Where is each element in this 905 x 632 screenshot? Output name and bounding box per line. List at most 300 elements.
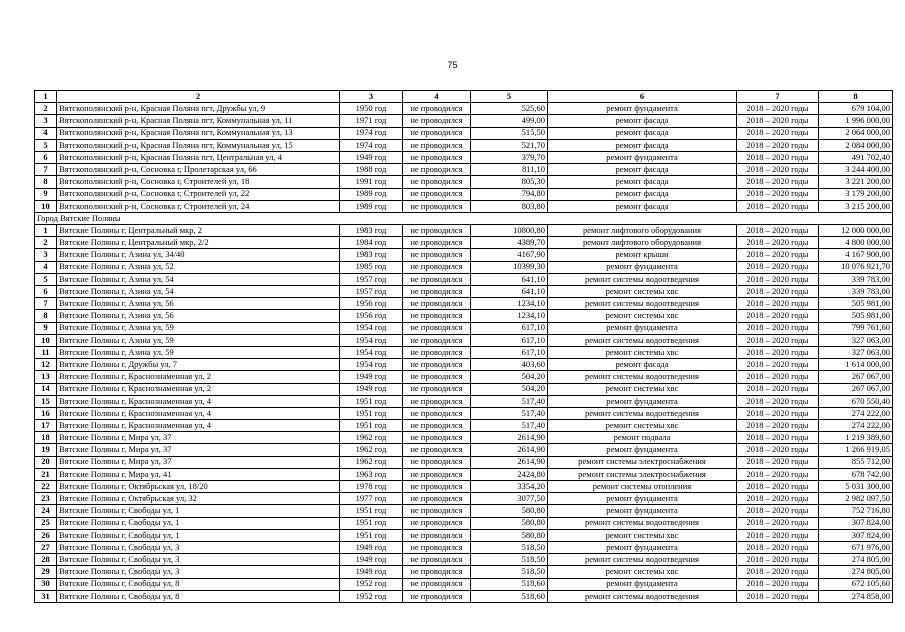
address-cell: Вятскополянский р-н, Сосновка г, Пролетарская ул, 66 (57, 164, 340, 176)
address-cell: Вятскополянский р-н, Сосновка г, Строителей ул, 18 (57, 176, 340, 188)
cost-cell: 3 221 200,00 (819, 176, 893, 188)
cost-cell: 1 266 919,05 (819, 444, 893, 456)
area-cell: 4167,90 (471, 249, 548, 261)
table-row (35, 261, 893, 273)
address-cell: Вятские Поляны г, Свободы ул, 1 (57, 517, 340, 529)
last-repair-cell: не проводился (403, 541, 471, 553)
last-repair-cell: не проводился (403, 468, 471, 480)
area-cell: 10399,30 (471, 261, 548, 273)
table-row (35, 541, 893, 553)
year-built-cell: 1963 год (340, 468, 403, 480)
area-cell: 504,20 (471, 371, 548, 383)
area-cell: 2614,90 (471, 456, 548, 468)
table-row (35, 310, 893, 322)
work-type-cell: ремонт фасада (548, 188, 737, 200)
address-cell: Вятские Поляны г, Свободы ул, 3 (57, 566, 340, 578)
work-type-cell: ремонт системы водоотведения (548, 273, 737, 285)
year-built-cell: 1977 год (340, 493, 403, 505)
page-number: 75 (447, 60, 458, 70)
area-cell: 518,50 (471, 566, 548, 578)
cost-cell: 327 063,00 (819, 346, 893, 358)
table-row (35, 359, 893, 371)
year-built-cell: 1951 год (340, 529, 403, 541)
area-cell: 617,10 (471, 346, 548, 358)
row-number-cell: 2 (35, 237, 57, 249)
last-repair-cell: не проводился (403, 286, 471, 298)
address-cell: Вятские Поляны г, Свободы ул, 1 (57, 529, 340, 541)
cost-cell: 678 742,00 (819, 468, 893, 480)
table-row (35, 407, 893, 419)
period-cell: 2018 – 2020 годы (737, 481, 819, 493)
cost-cell: 274 805,00 (819, 566, 893, 578)
area-cell: 803,80 (471, 200, 548, 212)
area-cell: 794,80 (471, 188, 548, 200)
last-repair-cell: не проводился (403, 517, 471, 529)
row-number-cell: 14 (35, 383, 57, 395)
group-title: Город Вятские Поляны (35, 212, 893, 224)
area-cell: 2614,90 (471, 432, 548, 444)
table-row (35, 103, 893, 115)
table-row (35, 554, 893, 566)
row-number-cell: 21 (35, 468, 57, 480)
area-cell: 2614,90 (471, 444, 548, 456)
year-built-cell: 1978 год (340, 481, 403, 493)
address-cell: Вятскополянский р-н, Красная Поляна пгт, Центральная ул, 4 (57, 151, 340, 163)
work-type-cell: ремонт фундамента (548, 541, 737, 553)
table-row (35, 139, 893, 151)
year-built-cell: 1956 год (340, 298, 403, 310)
year-built-cell: 1952 год (340, 578, 403, 590)
row-number-cell: 9 (35, 188, 57, 200)
cost-cell: 4 800 000,00 (819, 237, 893, 249)
area-cell: 805,30 (471, 176, 548, 188)
row-number-cell: 15 (35, 395, 57, 407)
work-type-cell: ремонт фундамента (548, 493, 737, 505)
address-cell: Вятские Поляны г, Мира ул, 41 (57, 468, 340, 480)
period-cell: 2018 – 2020 годы (737, 322, 819, 334)
period-cell: 2018 – 2020 годы (737, 444, 819, 456)
last-repair-cell: не проводился (403, 578, 471, 590)
area-cell: 617,10 (471, 322, 548, 334)
last-repair-cell: не проводился (403, 481, 471, 493)
row-number-cell: 6 (35, 286, 57, 298)
year-built-cell: 1949 год (340, 371, 403, 383)
cost-cell: 799 761,60 (819, 322, 893, 334)
cost-cell: 3 244 400,00 (819, 164, 893, 176)
cost-cell: 274 222,00 (819, 420, 893, 432)
work-type-cell: ремонт системы хвс (548, 310, 737, 322)
year-built-cell: 1951 год (340, 407, 403, 419)
period-cell: 2018 – 2020 годы (737, 164, 819, 176)
work-type-cell: ремонт фасада (548, 176, 737, 188)
period-cell: 2018 – 2020 годы (737, 261, 819, 273)
row-number-cell: 8 (35, 176, 57, 188)
year-built-cell: 1974 год (340, 139, 403, 151)
last-repair-cell: не проводился (403, 151, 471, 163)
row-number-cell: 4 (35, 261, 57, 273)
period-cell: 2018 – 2020 годы (737, 176, 819, 188)
table-row (35, 432, 893, 444)
row-number-cell: 28 (35, 554, 57, 566)
address-cell: Вятскополянский р-н, Красная Поляна пгт, Дружбы ул, 9 (57, 103, 340, 115)
cost-cell: 855 712,00 (819, 456, 893, 468)
last-repair-cell: не проводился (403, 298, 471, 310)
period-cell: 2018 – 2020 годы (737, 249, 819, 261)
period-cell: 2018 – 2020 годы (737, 310, 819, 322)
period-cell: 2018 – 2020 годы (737, 334, 819, 346)
last-repair-cell: не проводился (403, 420, 471, 432)
table-row (35, 456, 893, 468)
cost-cell: 4 167 900,00 (819, 249, 893, 261)
area-cell: 1234,10 (471, 310, 548, 322)
table-row (35, 115, 893, 127)
cost-cell: 5 031 300,00 (819, 481, 893, 493)
last-repair-cell: не проводился (403, 261, 471, 273)
cost-cell: 339 783,00 (819, 273, 893, 285)
cost-cell: 1 219 389,60 (819, 432, 893, 444)
row-number-cell: 29 (35, 566, 57, 578)
column-number: 5 (471, 91, 548, 103)
table-row (35, 151, 893, 163)
area-cell: 2424,80 (471, 468, 548, 480)
year-built-cell: 1957 год (340, 286, 403, 298)
period-cell: 2018 – 2020 годы (737, 554, 819, 566)
last-repair-cell: не проводился (403, 554, 471, 566)
period-cell: 2018 – 2020 годы (737, 578, 819, 590)
area-cell: 515,50 (471, 127, 548, 139)
last-repair-cell: не проводился (403, 395, 471, 407)
last-repair-cell: не проводился (403, 590, 471, 602)
cost-cell: 327 063,00 (819, 334, 893, 346)
period-cell: 2018 – 2020 годы (737, 286, 819, 298)
area-cell: 641,10 (471, 273, 548, 285)
table-row (35, 395, 893, 407)
last-repair-cell: не проводился (403, 164, 471, 176)
area-cell: 518,60 (471, 590, 548, 602)
cost-cell: 12 000 000,00 (819, 225, 893, 237)
address-cell: Вятские Поляны г, Краснознаменная ул, 2 (57, 371, 340, 383)
address-cell: Вятские Поляны г, Дружбы ул, 7 (57, 359, 340, 371)
year-built-cell: 1950 год (340, 103, 403, 115)
period-cell: 2018 – 2020 годы (737, 151, 819, 163)
year-built-cell: 1985 год (340, 261, 403, 273)
address-cell: Вятские Поляны г, Свободы ул, 3 (57, 541, 340, 553)
row-number-cell: 5 (35, 139, 57, 151)
year-built-cell: 1983 год (340, 225, 403, 237)
row-number-cell: 16 (35, 407, 57, 419)
last-repair-cell: не проводился (403, 225, 471, 237)
row-number-cell: 20 (35, 456, 57, 468)
last-repair-cell: не проводился (403, 383, 471, 395)
area-cell: 518,50 (471, 541, 548, 553)
period-cell: 2018 – 2020 годы (737, 371, 819, 383)
row-number-cell: 17 (35, 420, 57, 432)
address-cell: Вятскополянский р-н, Красная Поляна пгт, Коммунальная ул, 11 (57, 115, 340, 127)
area-cell: 3077,50 (471, 493, 548, 505)
cost-cell: 274 805,00 (819, 554, 893, 566)
cost-cell: 274 858,00 (819, 590, 893, 602)
row-number-cell: 4 (35, 127, 57, 139)
last-repair-cell: не проводился (403, 371, 471, 383)
address-cell: Вятские Поляны г, Азина ул, 52 (57, 261, 340, 273)
address-cell: Вятские Поляны г, Азина ул, 59 (57, 322, 340, 334)
period-cell: 2018 – 2020 годы (737, 420, 819, 432)
work-type-cell: ремонт системы водоотведения (548, 334, 737, 346)
work-type-cell: ремонт системы хвс (548, 383, 737, 395)
last-repair-cell: не проводился (403, 176, 471, 188)
address-cell: Вятские Поляны г, Свободы ул, 3 (57, 554, 340, 566)
year-built-cell: 1962 год (340, 456, 403, 468)
cost-cell: 1 614 000,00 (819, 359, 893, 371)
cost-cell: 505 981,00 (819, 298, 893, 310)
last-repair-cell: не проводился (403, 273, 471, 285)
address-cell: Вятскополянский р-н, Красная Поляна пгт, Коммунальная ул, 15 (57, 139, 340, 151)
table-row (35, 164, 893, 176)
year-built-cell: 1949 год (340, 383, 403, 395)
period-cell: 2018 – 2020 годы (737, 407, 819, 419)
row-number-cell: 3 (35, 115, 57, 127)
work-type-cell: ремонт фундамента (548, 444, 737, 456)
cost-cell: 679 104,00 (819, 103, 893, 115)
table-body (35, 91, 893, 603)
work-type-cell: ремонт фасада (548, 115, 737, 127)
area-cell: 517,40 (471, 407, 548, 419)
address-cell: Вятские Поляны г, Азина ул, 59 (57, 334, 340, 346)
area-cell: 580,80 (471, 505, 548, 517)
area-cell: 4389,70 (471, 237, 548, 249)
row-number-cell: 11 (35, 346, 57, 358)
cost-cell: 670 550,40 (819, 395, 893, 407)
year-built-cell: 1954 год (340, 359, 403, 371)
table-row (35, 481, 893, 493)
period-cell: 2018 – 2020 годы (737, 395, 819, 407)
area-cell: 504,20 (471, 383, 548, 395)
table-row (35, 529, 893, 541)
period-cell: 2018 – 2020 годы (737, 505, 819, 517)
last-repair-cell: не проводился (403, 529, 471, 541)
cost-cell: 339 783,00 (819, 286, 893, 298)
table-row (35, 493, 893, 505)
address-cell: Вятские Поляны г, Краснознаменная ул, 2 (57, 383, 340, 395)
period-cell: 2018 – 2020 годы (737, 590, 819, 602)
area-cell: 518,60 (471, 578, 548, 590)
address-cell: Вятские Поляны г, Октябрьская ул, 18/20 (57, 481, 340, 493)
period-cell: 2018 – 2020 годы (737, 566, 819, 578)
year-built-cell: 1957 год (340, 273, 403, 285)
work-type-cell: ремонт подвала (548, 432, 737, 444)
area-cell: 518,50 (471, 554, 548, 566)
period-cell: 2018 – 2020 годы (737, 298, 819, 310)
row-number-cell: 23 (35, 493, 57, 505)
year-built-cell: 1949 год (340, 554, 403, 566)
work-type-cell: ремонт лифтового оборудования (548, 225, 737, 237)
period-cell: 2018 – 2020 годы (737, 200, 819, 212)
cost-cell: 505 981,00 (819, 310, 893, 322)
area-cell: 517,40 (471, 395, 548, 407)
table-row (35, 420, 893, 432)
table-row (35, 566, 893, 578)
work-type-cell: ремонт фундамента (548, 261, 737, 273)
work-type-cell: ремонт системы водоотведения (548, 407, 737, 419)
address-cell: Вятские Поляны г, Краснознаменная ул, 4 (57, 395, 340, 407)
row-number-cell: 24 (35, 505, 57, 517)
row-number-cell: 1 (35, 225, 57, 237)
row-number-cell: 13 (35, 371, 57, 383)
year-built-cell: 1951 год (340, 395, 403, 407)
address-cell: Вятские Поляны г, Свободы ул, 1 (57, 505, 340, 517)
year-built-cell: 1989 год (340, 200, 403, 212)
work-type-cell: ремонт системы водоотведения (548, 298, 737, 310)
area-cell: 617,10 (471, 334, 548, 346)
address-cell: Вятскополянский р-н, Красная Поляна пгт, Коммунальная ул, 13 (57, 127, 340, 139)
area-cell: 1234,10 (471, 298, 548, 310)
last-repair-cell: не проводился (403, 444, 471, 456)
work-type-cell: ремонт фундамента (548, 151, 737, 163)
table-row (35, 334, 893, 346)
row-number-cell: 18 (35, 432, 57, 444)
year-built-cell: 1956 год (340, 310, 403, 322)
address-cell: Вятские Поляны г, Свободы ул, 8 (57, 590, 340, 602)
row-number-cell: 31 (35, 590, 57, 602)
group-row (35, 212, 893, 224)
row-number-cell: 27 (35, 541, 57, 553)
column-number: 6 (548, 91, 737, 103)
column-number: 3 (340, 91, 403, 103)
year-built-cell: 1954 год (340, 334, 403, 346)
table-row (35, 371, 893, 383)
row-number-cell: 8 (35, 310, 57, 322)
column-number: 4 (403, 91, 471, 103)
table-row (35, 127, 893, 139)
period-cell: 2018 – 2020 годы (737, 359, 819, 371)
year-built-cell: 1962 год (340, 444, 403, 456)
address-cell: Вятские Поляны г, Мира ул, 37 (57, 432, 340, 444)
table-row (35, 505, 893, 517)
last-repair-cell: не проводился (403, 139, 471, 151)
cost-cell: 267 067,00 (819, 371, 893, 383)
area-cell: 525,60 (471, 103, 548, 115)
row-number-cell: 7 (35, 164, 57, 176)
address-cell: Вятские Поляны г, Азина ул, 54 (57, 286, 340, 298)
work-type-cell: ремонт системы хвс (548, 420, 737, 432)
last-repair-cell: не проводился (403, 237, 471, 249)
address-cell: Вятские Поляны г, Азина ул, 56 (57, 310, 340, 322)
address-cell: Вятские Поляны г, Центральный мкр, 2 (57, 225, 340, 237)
year-built-cell: 1974 год (340, 127, 403, 139)
last-repair-cell: не проводился (403, 127, 471, 139)
row-number-cell: 9 (35, 322, 57, 334)
work-type-cell: ремонт фасада (548, 164, 737, 176)
work-type-cell: ремонт системы электроснабжения (548, 456, 737, 468)
year-built-cell: 1949 год (340, 151, 403, 163)
row-number-cell: 5 (35, 273, 57, 285)
table-row (35, 176, 893, 188)
last-repair-cell: не проводился (403, 115, 471, 127)
table-row (35, 383, 893, 395)
row-number-cell: 10 (35, 200, 57, 212)
work-type-cell: ремонт фундамента (548, 578, 737, 590)
work-type-cell: ремонт фасада (548, 359, 737, 371)
work-type-cell: ремонт системы хвс (548, 529, 737, 541)
row-number-cell: 12 (35, 359, 57, 371)
table-row (35, 237, 893, 249)
row-number-cell: 22 (35, 481, 57, 493)
last-repair-cell: не проводился (403, 188, 471, 200)
table-row (35, 590, 893, 602)
period-cell: 2018 – 2020 годы (737, 493, 819, 505)
period-cell: 2018 – 2020 годы (737, 115, 819, 127)
period-cell: 2018 – 2020 годы (737, 383, 819, 395)
year-built-cell: 1954 год (340, 346, 403, 358)
address-cell: Вятские Поляны г, Азина ул, 34/40 (57, 249, 340, 261)
work-type-cell: ремонт системы хвс (548, 286, 737, 298)
last-repair-cell: не проводился (403, 200, 471, 212)
cost-cell: 3 179 200,00 (819, 188, 893, 200)
period-cell: 2018 – 2020 годы (737, 127, 819, 139)
address-cell: Вятские Поляны г, Азина ул, 56 (57, 298, 340, 310)
last-repair-cell: не проводился (403, 407, 471, 419)
address-cell: Вятские Поляны г, Мира ул, 37 (57, 456, 340, 468)
period-cell: 2018 – 2020 годы (737, 237, 819, 249)
last-repair-cell: не проводился (403, 359, 471, 371)
table-row (35, 578, 893, 590)
address-cell: Вятские Поляны г, Мира ул, 37 (57, 444, 340, 456)
last-repair-cell: не проводился (403, 456, 471, 468)
period-cell: 2018 – 2020 годы (737, 517, 819, 529)
work-type-cell: ремонт системы хвс (548, 346, 737, 358)
period-cell: 2018 – 2020 годы (737, 541, 819, 553)
table-row (35, 225, 893, 237)
work-type-cell: ремонт фундамента (548, 322, 737, 334)
row-number-cell: 10 (35, 334, 57, 346)
column-number: 8 (819, 91, 893, 103)
table-row (35, 322, 893, 334)
table-row (35, 298, 893, 310)
row-number-cell: 26 (35, 529, 57, 541)
period-cell: 2018 – 2020 годы (737, 273, 819, 285)
period-cell: 2018 – 2020 годы (737, 468, 819, 480)
year-built-cell: 1989 год (340, 188, 403, 200)
area-cell: 379,70 (471, 151, 548, 163)
year-built-cell: 1951 год (340, 517, 403, 529)
last-repair-cell: не проводился (403, 103, 471, 115)
work-type-cell: ремонт системы водоотведения (548, 517, 737, 529)
work-type-cell: ремонт фасада (548, 200, 737, 212)
area-cell: 521,70 (471, 139, 548, 151)
work-type-cell: ремонт фасада (548, 139, 737, 151)
year-built-cell: 1952 год (340, 590, 403, 602)
cost-cell: 267 067,00 (819, 383, 893, 395)
row-number-cell: 6 (35, 151, 57, 163)
row-number-cell: 19 (35, 444, 57, 456)
table-row (35, 346, 893, 358)
area-cell: 3354,20 (471, 481, 548, 493)
work-type-cell: ремонт фундамента (548, 505, 737, 517)
last-repair-cell: не проводился (403, 322, 471, 334)
cost-cell: 307 824,00 (819, 529, 893, 541)
row-number-cell: 25 (35, 517, 57, 529)
cost-cell: 1 996 000,00 (819, 115, 893, 127)
area-cell: 10800,80 (471, 225, 548, 237)
cost-cell: 672 105,60 (819, 578, 893, 590)
work-type-cell: ремонт фундамента (548, 103, 737, 115)
year-built-cell: 1949 год (340, 541, 403, 553)
last-repair-cell: не проводился (403, 566, 471, 578)
period-cell: 2018 – 2020 годы (737, 432, 819, 444)
year-built-cell: 1951 год (340, 420, 403, 432)
last-repair-cell: не проводился (403, 493, 471, 505)
work-type-cell: ремонт системы водоотведения (548, 371, 737, 383)
